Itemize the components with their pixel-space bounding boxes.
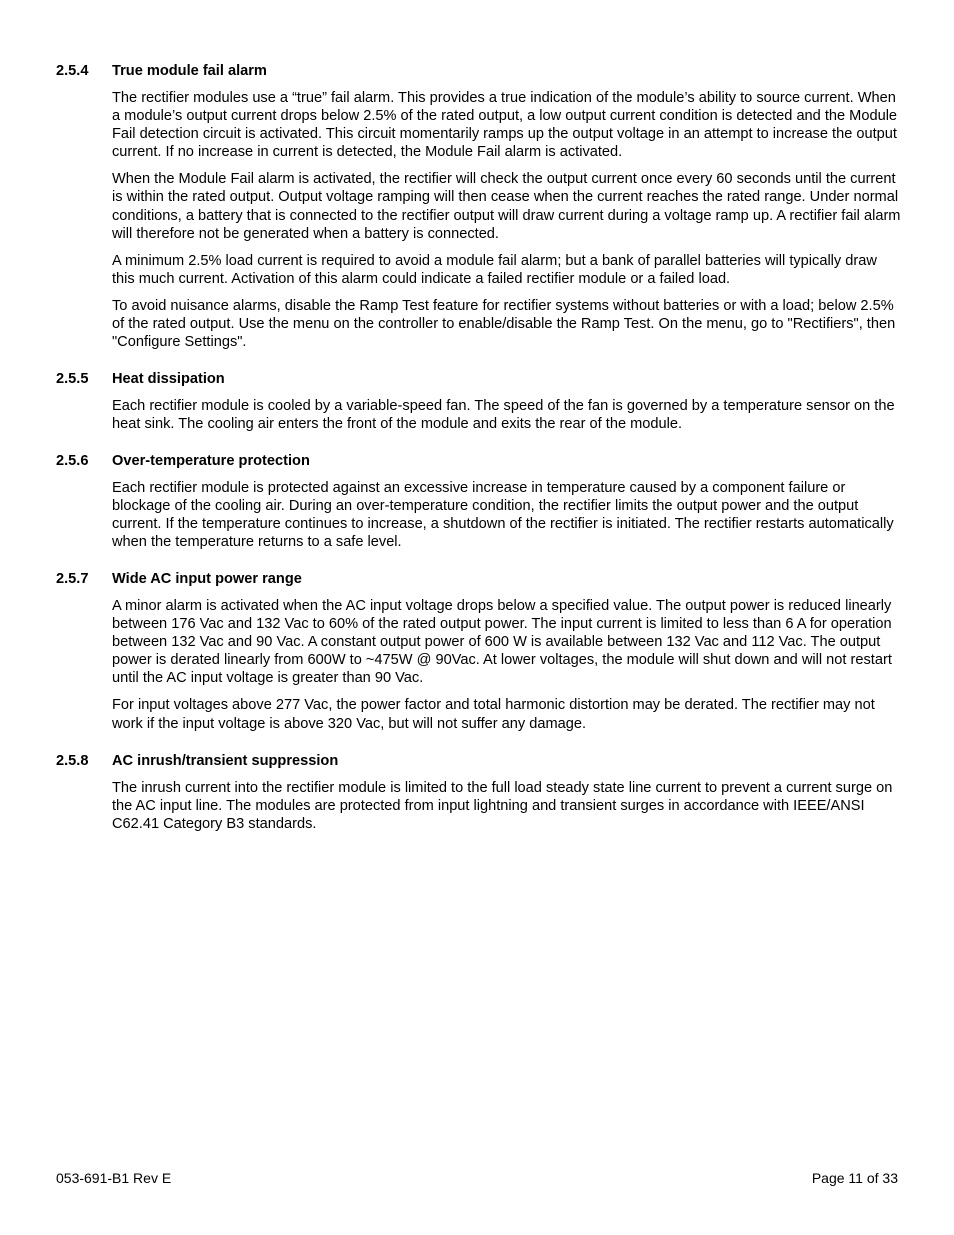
section-heading	[56, 62, 901, 80]
paragraph: A minimum 2.5% load current is required to avoid a module fail alarm; but a bank of parallel batteries will typically draw this much current. Activation of this alarm could indicate a failed rectifier module or a failed load.	[112, 252, 877, 287]
section-2-5-7	[56, 570, 901, 733]
section-title: Wide AC input power range	[112, 571, 302, 587]
section-heading	[56, 570, 901, 588]
paragraph: When the Module Fail alarm is activated, the rectifier will check the output current once every 60 seconds until the current is within the rated output. Output voltage ramping will then cease when the current reaches the rated range. Under normal conditions, a battery that is connected to the rectifier output will draw current during a voltage ramp up. A rectifier fail alarm will therefore not be generated when a battery is connected.	[112, 171, 901, 242]
paragraph: The rectifier modules use a “true” fail alarm. This provides a true indication of the module’s ability to source current. When a module’s output current drops below 2.5% of the rated output, a low output current condition is detected and the Module Fail detection circuit is activated. This circuit momentarily ramps up the output voltage in an attempt to increase the output current. If no increase in current is detected, the Module Fail alarm is activated.	[112, 90, 898, 161]
section-title: Heat dissipation	[112, 371, 225, 387]
section-title: AC inrush/transient suppression	[112, 753, 339, 769]
section-heading	[56, 452, 901, 470]
paragraph: Each rectifier module is protected against an excessive increase in temperature caused by a component failure or blockage of the cooling air. During an over-temperature condition, the rectifier limits the output power and the output current. If the temperature continues to increase, a shutdown of the rectifier is initiated. The rectifier restarts automatically when the temperature returns to a safe level.	[112, 480, 894, 551]
section-title: True module fail alarm	[112, 63, 267, 79]
section-number: 2.5.6	[56, 453, 89, 469]
section-2-5-5	[56, 370, 901, 433]
footer-doc-id: 053-691-B1 Rev E	[56, 1170, 172, 1186]
paragraph: A minor alarm is activated when the AC input voltage drops below a specified value. The output power is reduced linearly between 176 Vac and 132 Vac to 60% of the rated output power. The input current is limited to less than 6 A for operation between 132 Vac and 90 Vac. A constant output power of 600 W is available between 132 Vac and 112 Vac. The output power is derated linearly from 600W to ~475W @ 90Vac. At lower voltages, the module will shut down and will not restart until the AC input voltage is greater than 90 Vac.	[112, 598, 892, 687]
paragraph: To avoid nuisance alarms, disable the Ramp Test feature for rectifier systems without batteries or with a load; below 2.5% of the rated output. Use the menu on the controller to enable/disable the Ramp Test. On the menu, go to "Rectifiers", then "Configure Settings".	[112, 297, 896, 351]
section-number: 2.5.7	[56, 571, 89, 587]
section-title: Over-temperature protection	[112, 453, 310, 469]
section-number: 2.5.8	[56, 753, 89, 769]
section-2-5-8	[56, 752, 901, 833]
paragraph: Each rectifier module is cooled by a variable-speed fan. The speed of the fan is governed by a temperature sensor on the heat sink. The cooling air enters the front of the module and exits the rear of the module.	[112, 398, 895, 433]
section-number: 2.5.5	[56, 371, 89, 387]
footer-page-number: Page 11 of 33	[811, 1170, 898, 1186]
paragraph: The inrush current into the rectifier module is limited to the full load steady state line current to prevent a current surge on the AC input line. The modules are protected from input lightning and transient surges in accordance with IEEE/ANSI C62.41 Category B3 standards.	[112, 780, 893, 833]
section-2-5-4	[56, 62, 901, 351]
section-2-5-6	[56, 452, 901, 551]
paragraph: For input voltages above 277 Vac, the power factor and total harmonic distortion may be derated. The rectifier may not work if the input voltage is above 320 Vac, but will not suffer any damage.	[112, 697, 875, 732]
section-heading	[56, 752, 901, 770]
section-number: 2.5.4	[56, 63, 89, 79]
section-heading	[56, 370, 901, 388]
